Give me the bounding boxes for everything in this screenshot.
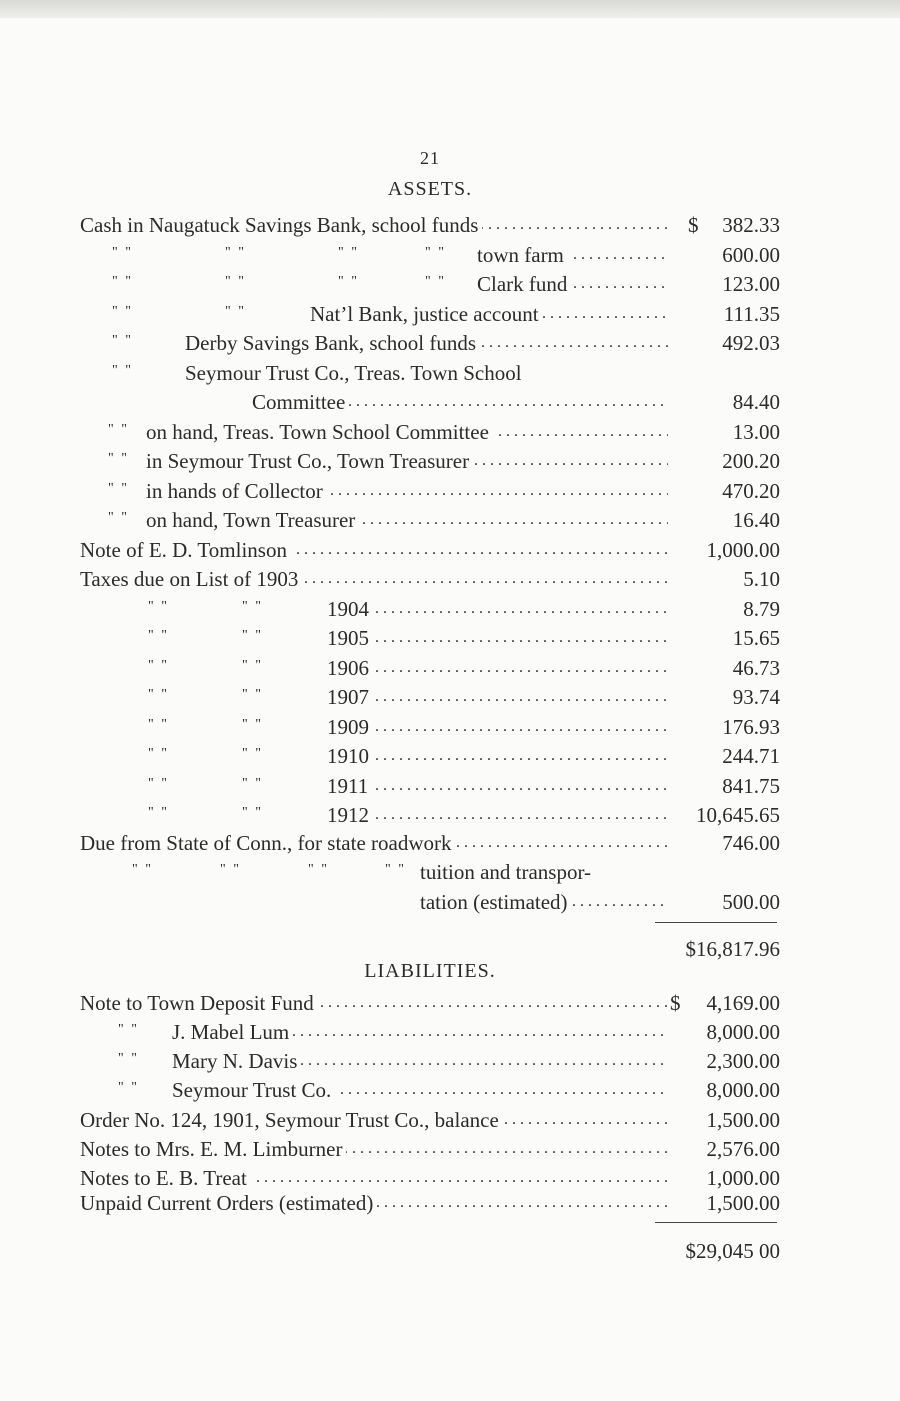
asset-row [80,535,780,565]
ditto-mark: " " [242,628,263,643]
asset-row [80,240,780,270]
asset-label: Clark fund . . . [477,269,668,299]
liability-amount: 1,500.00 [706,1108,780,1132]
asset-row [80,446,780,476]
ditto-mark: " " [108,510,129,525]
asset-label: Note of E. D. Tomlinson . . . [80,535,668,565]
liability-label: Unpaid Current Orders (estimated) . . . [80,1188,668,1218]
asset-amount: 93.74 [732,685,780,709]
liabilities-heading: LIABILITIES. [364,960,496,982]
liability-amount: 1,500.00 [706,1191,780,1215]
ditto-mark: " " [242,717,263,732]
asset-label: 1912 . . . [327,800,668,830]
page-number: 21 [420,148,440,168]
dollar-sign: $ [670,991,681,1015]
asset-label: in Seymour Trust Co., Town Treasurer . . . [146,446,668,476]
ditto-mark: " " [308,862,329,877]
liability-row [80,1046,780,1076]
ditto-mark: " " [242,776,263,791]
asset-amount: 176.93 [722,715,780,739]
ditto-mark: " " [112,363,133,378]
ditto-mark: " " [148,805,169,820]
liability-label: Note to Town Deposit Fund . . . [80,988,668,1018]
ditto-mark: " " [148,687,169,702]
asset-row [80,887,780,917]
asset-row [80,682,780,712]
liability-label: Notes to E. B. Treat . . . [80,1163,668,1193]
ditto-mark: " " [225,274,246,289]
liability-row [80,1188,780,1218]
asset-amount: 5.10 [743,567,780,591]
ditto-mark: " " [242,746,263,761]
asset-label: 1905 . . . [327,623,668,653]
asset-row [80,800,780,830]
asset-amount: 123.00 [722,272,780,296]
asset-amount: 746.00 [722,831,780,855]
ditto-mark: " " [148,658,169,673]
asset-row [80,328,780,358]
asset-label: in hands of Collector . . . [146,476,668,506]
asset-amount: 492.03 [722,331,780,355]
asset-amount: 84.40 [732,390,780,414]
liability-amount: 2,576.00 [706,1137,780,1161]
ditto-mark: " " [225,245,246,260]
liability-amount: 8,000.00 [706,1078,780,1102]
asset-row [80,712,780,742]
liability-label: Mary N. Davis . . . [172,1046,668,1076]
asset-row [80,623,780,653]
ditto-mark: " " [132,862,153,877]
ditto-mark: " " [338,245,359,260]
asset-row [80,417,780,447]
asset-label: Taxes due on List of 1903 . . . [80,564,668,594]
liability-amount: 1,000.00 [706,1166,780,1190]
ditto-mark: " " [148,599,169,614]
ditto-mark: " " [112,333,133,348]
ditto-mark: " " [242,805,263,820]
ditto-mark: " " [242,658,263,673]
asset-label: Committee . . . [252,387,668,417]
ditto-mark: " " [112,304,133,319]
ditto-mark: " " [220,862,241,877]
asset-amount: 16.40 [732,508,780,532]
ditto-mark: " " [112,274,133,289]
ditto-mark: " " [118,1080,139,1095]
asset-label: Seymour Trust Co., Treas. Town School [185,358,705,388]
asset-row [80,387,780,417]
asset-amount: 244.71 [722,744,780,768]
asset-label: Cash in Naugatuck Savings Bank, school funds . . . [80,210,668,240]
total-rule [655,922,777,923]
ditto-mark: " " [118,1051,139,1066]
asset-label: 1911 . . . [327,771,668,801]
asset-label: tuition and transpor- [420,857,720,887]
asset-amount: 841.75 [722,774,780,798]
asset-label: 1906 . . . [327,653,668,683]
assets-heading: ASSETS. [387,178,473,200]
asset-amount: 10,645.65 [696,803,780,827]
asset-label: 1907 . . . [327,682,668,712]
asset-label: Derby Savings Bank, school funds . . . [185,328,668,358]
ditto-mark: " " [242,687,263,702]
ditto-mark: " " [108,481,129,496]
ditto-mark: " " [148,776,169,791]
ditto-mark: " " [225,304,246,319]
assets-total: $16,817.96 [685,937,780,961]
asset-row [80,828,780,858]
liability-row [80,1075,780,1105]
dollar-sign: $ [688,213,699,237]
asset-row [80,299,780,329]
asset-amount: 470.20 [722,479,780,503]
asset-amount: 1,000.00 [706,538,780,562]
scan-top-edge [0,0,900,18]
asset-row [80,358,780,388]
asset-row [80,653,780,683]
asset-label: town farm . . . [477,240,668,270]
asset-label: Nat’l Bank, justice account . . . [310,299,668,329]
ditto-mark: " " [112,245,133,260]
liability-row [80,1134,780,1164]
ditto-mark: " " [385,862,406,877]
ditto-mark: " " [148,628,169,643]
liability-row [80,1105,780,1135]
asset-row [80,210,780,240]
asset-amount: 382.33 [722,213,780,237]
asset-row [80,269,780,299]
asset-row [80,594,780,624]
asset-amount: 111.35 [723,302,780,326]
ditto-mark: " " [425,245,446,260]
ditto-mark: " " [108,451,129,466]
liability-amount: 2,300.00 [706,1049,780,1073]
liability-row [80,1017,780,1047]
total-rule [655,1222,777,1223]
asset-label: Due from State of Conn., for state roadwork . . . [80,828,668,858]
asset-amount: 200.20 [722,449,780,473]
liability-label: Order No. 124, 1901, Seymour Trust Co., balance . . . [80,1105,668,1135]
ditto-mark: " " [338,274,359,289]
liabilities-total-row [80,1236,780,1266]
asset-amount: 15.65 [732,626,780,650]
asset-label: 1909 . . . [327,712,668,742]
ditto-mark: " " [242,599,263,614]
asset-amount: 600.00 [722,243,780,267]
asset-label: on hand, Town Treasurer . . . [146,505,668,535]
asset-row [80,564,780,594]
asset-amount: 500.00 [722,890,780,914]
asset-row [80,771,780,801]
ditto-mark: " " [148,746,169,761]
liability-label: J. Mabel Lum . . . [172,1017,668,1047]
asset-row [80,857,780,887]
asset-amount: 46.73 [732,656,780,680]
asset-row [80,505,780,535]
liabilities-total: $29,045 00 [685,1239,780,1263]
ditto-mark: " " [425,274,446,289]
asset-label: on hand, Treas. Town School Committee . . . [146,417,668,447]
ditto-mark: " " [108,422,129,437]
liability-amount: 8,000.00 [706,1020,780,1044]
asset-amount: 13.00 [732,420,780,444]
ditto-mark: " " [148,717,169,732]
asset-label: 1910 . . . [327,741,668,771]
liability-amount: 4,169.00 [706,991,780,1015]
liability-row [80,988,780,1018]
asset-row [80,741,780,771]
asset-label: 1904 . . . [327,594,668,624]
asset-label: tation (estimated) . . . [420,887,668,917]
liability-label: Seymour Trust Co. . . . [172,1075,668,1105]
asset-amount: 8.79 [743,597,780,621]
asset-row [80,476,780,506]
liability-label: Notes to Mrs. E. M. Limburner . . . [80,1134,668,1164]
ditto-mark: " " [118,1022,139,1037]
